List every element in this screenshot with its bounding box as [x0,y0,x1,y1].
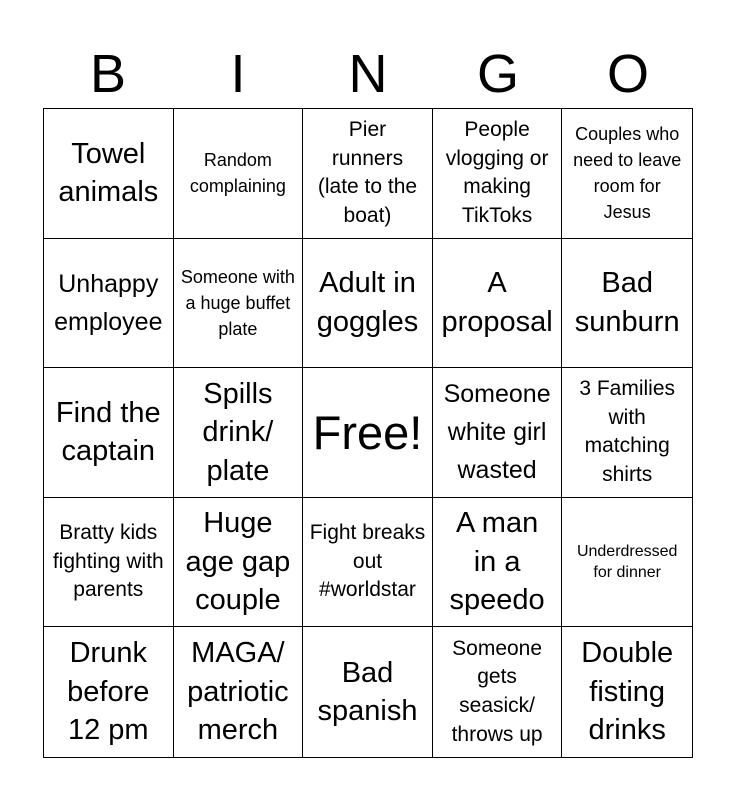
cell-label: A man in a speedo [449,507,545,617]
cell-label: Pier runners (late to the boat) [317,117,418,228]
cell-label: 3 Families with matching shirts [579,376,676,487]
cell-label: Bad spanish [317,656,418,728]
free-space-label: Free! [312,405,423,459]
cell-label: Someone with a huge buffet plate [180,266,295,339]
bingo-cell[interactable] [562,627,692,757]
header-letter-n: N [348,44,388,104]
bingo-cell[interactable] [433,239,563,369]
cell-label: Someone gets seasick/ throws up [451,636,543,746]
cell-label: Bad sunburn [574,267,680,338]
cell-label: Double fisting drinks [581,637,674,747]
bingo-board [43,108,693,758]
cell-label: MAGA/ patriotic merch [187,637,289,747]
cell-label: Underdressed for dinner [576,542,678,582]
cell-label: Random complaining [189,150,286,197]
cell-label: Fight breaks out #worldstar [309,520,426,602]
bingo-cell[interactable] [44,368,174,498]
bingo-cell[interactable] [433,627,563,757]
bingo-cell[interactable] [174,498,304,628]
bingo-cell[interactable] [174,627,304,757]
bingo-header [43,40,693,108]
cell-label: A proposal [441,267,553,338]
header-letter-i: I [230,44,246,104]
bingo-cell[interactable] [303,368,433,498]
header-letter-o: O [606,44,649,104]
bingo-cell[interactable] [562,239,692,369]
bingo-cell[interactable] [44,109,174,239]
cell-label: Bratty kids fighting with parents [52,520,164,602]
bingo-cell[interactable] [303,627,433,757]
cell-label: Adult in goggles [316,267,419,338]
bingo-cell[interactable] [433,498,563,628]
bingo-cell[interactable] [174,368,304,498]
cell-label: Towel animals [58,137,159,209]
cell-label: Spills drink/ plate [202,377,274,487]
cell-label: Someone white girl wasted [443,380,551,485]
bingo-cell[interactable] [303,239,433,369]
bingo-cell[interactable] [44,498,174,628]
bingo-cell[interactable] [562,368,692,498]
bingo-cell[interactable] [562,109,692,239]
cell-label: Huge age gap couple [185,507,291,617]
bingo-cell[interactable] [174,239,304,369]
bingo-cell[interactable] [303,109,433,239]
cell-label: People vlogging or making TikToks [445,117,549,228]
bingo-cell[interactable] [433,368,563,498]
bingo-cell[interactable] [174,109,304,239]
bingo-cell[interactable] [44,627,174,757]
bingo-cell[interactable] [303,498,433,628]
cell-label: Couples who need to leave room for Jesus [573,124,682,223]
bingo-cell[interactable] [562,498,692,628]
cell-label: Unhappy employee [54,269,163,336]
header-letter-g: G [476,44,519,104]
bingo-cell[interactable] [44,239,174,369]
header-letter-b: B [89,44,127,104]
cell-label: Find the captain [55,396,161,468]
bingo-cell[interactable] [433,109,563,239]
cell-label: Drunk before 12 pm [67,637,150,747]
